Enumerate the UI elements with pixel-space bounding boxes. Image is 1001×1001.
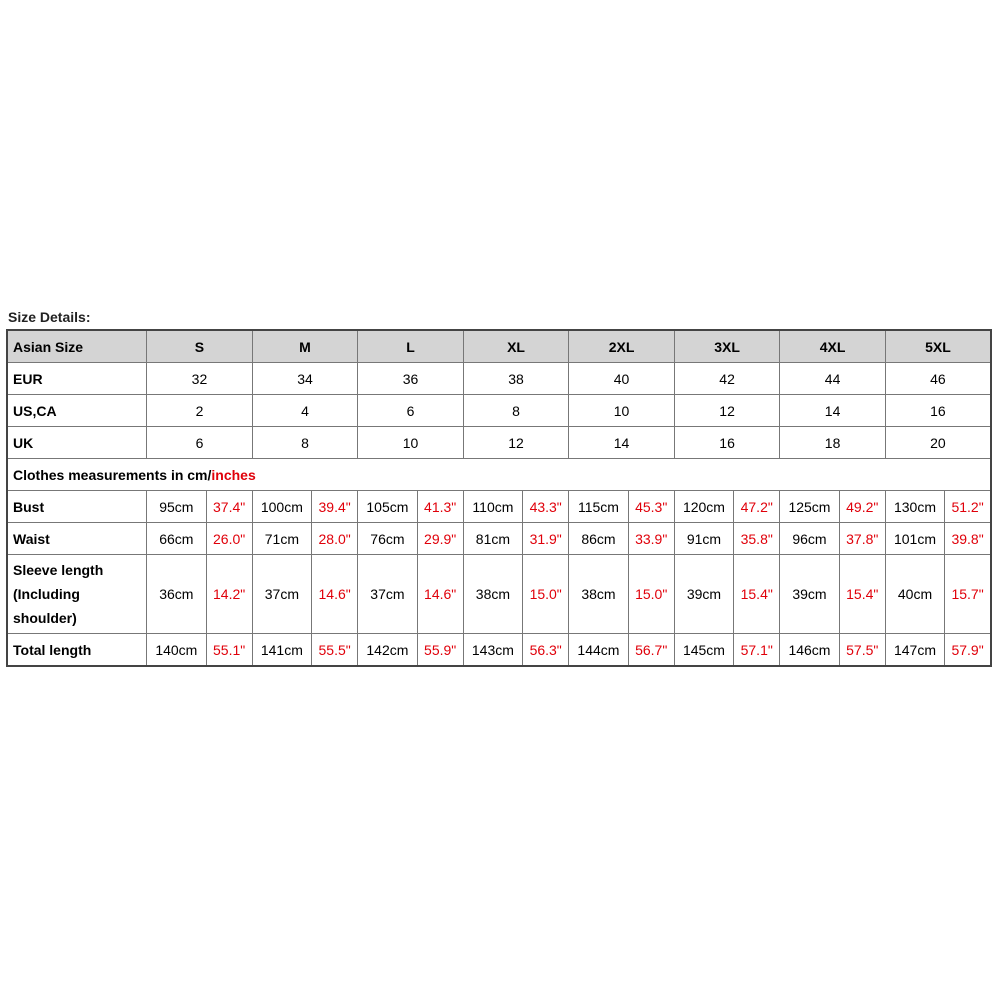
inch-cell: 51.2" [945,491,991,523]
cm-cell: 130cm [885,491,944,523]
row-label: Sleeve length (Including shoulder) [7,555,147,634]
cm-cell: 91cm [674,523,733,555]
cm-cell: 66cm [147,523,206,555]
row-label: UK [7,427,147,459]
table-cell: 14 [569,427,675,459]
sleeve-length-row [7,555,991,634]
cm-cell: 39cm [674,555,733,634]
size-header-l: L [358,330,464,363]
inch-cell: 15.7" [945,555,991,634]
cm-cell: 115cm [569,491,628,523]
inch-cell: 14.6" [417,555,463,634]
cm-cell: 144cm [569,634,628,667]
inch-cell: 49.2" [839,491,885,523]
inch-cell: 15.0" [523,555,569,634]
table-cell: 6 [358,395,464,427]
inch-cell: 55.1" [206,634,252,667]
cm-cell: 81cm [463,523,522,555]
inch-cell: 39.4" [312,491,358,523]
inch-cell: 37.4" [206,491,252,523]
table-cell: 16 [674,427,780,459]
cm-cell: 143cm [463,634,522,667]
inch-cell: 14.2" [206,555,252,634]
size-header-s: S [147,330,253,363]
size-header-4xl: 4XL [780,330,886,363]
inch-cell: 35.8" [734,523,780,555]
cm-cell: 36cm [147,555,206,634]
cm-cell: 125cm [780,491,839,523]
table-cell: 8 [463,395,569,427]
table-cell: 16 [885,395,991,427]
inch-cell: 57.9" [945,634,991,667]
cm-cell: 110cm [463,491,522,523]
size-header-2xl: 2XL [569,330,675,363]
inch-cell: 33.9" [628,523,674,555]
inch-cell: 14.6" [312,555,358,634]
header-row [7,330,991,363]
inch-cell: 55.5" [312,634,358,667]
table-cell: 40 [569,363,675,395]
inch-cell: 15.4" [734,555,780,634]
total-length-row [7,634,991,667]
cm-cell: 95cm [147,491,206,523]
cm-cell: 71cm [252,523,311,555]
table-cell: 12 [463,427,569,459]
inch-cell: 56.7" [628,634,674,667]
inch-cell: 37.8" [839,523,885,555]
size-chart-table [6,329,992,667]
table-cell: 18 [780,427,886,459]
table-cell: 6 [147,427,253,459]
cm-cell: 147cm [885,634,944,667]
cm-cell: 86cm [569,523,628,555]
row-label: Waist [7,523,147,555]
table-cell: 32 [147,363,253,395]
cm-cell: 38cm [463,555,522,634]
table-cell: 8 [252,427,358,459]
size-header-3xl: 3XL [674,330,780,363]
table-cell: 4 [252,395,358,427]
row-label: Bust [7,491,147,523]
table-cell: 42 [674,363,780,395]
table-cell: 10 [569,395,675,427]
inch-cell: 29.9" [417,523,463,555]
inch-cell: 39.8" [945,523,991,555]
eur-row [7,363,991,395]
bust-row [7,491,991,523]
size-header-m: M [252,330,358,363]
inch-cell: 45.3" [628,491,674,523]
table-cell: 2 [147,395,253,427]
inch-cell: 15.4" [839,555,885,634]
size-header-5xl: 5XL [885,330,991,363]
asian-size-label: Asian Size [7,330,147,363]
cm-cell: 37cm [252,555,311,634]
waist-row [7,523,991,555]
cm-cell: 146cm [780,634,839,667]
table-cell: 46 [885,363,991,395]
measurements-section-label [7,459,991,491]
cm-cell: 145cm [674,634,733,667]
inch-cell: 47.2" [734,491,780,523]
uk-row [7,427,991,459]
inch-cell: 31.9" [523,523,569,555]
cm-cell: 76cm [358,523,417,555]
cm-cell: 105cm [358,491,417,523]
inch-cell: 28.0" [312,523,358,555]
row-label: Total length [7,634,147,667]
table-cell: 34 [252,363,358,395]
cm-cell: 120cm [674,491,733,523]
inch-cell: 55.9" [417,634,463,667]
inch-cell: 41.3" [417,491,463,523]
inch-cell: 57.1" [734,634,780,667]
inch-cell: 43.3" [523,491,569,523]
table-cell: 36 [358,363,464,395]
inch-cell: 26.0" [206,523,252,555]
cm-cell: 40cm [885,555,944,634]
cm-cell: 142cm [358,634,417,667]
section-label-inches: inches [211,466,256,483]
cm-cell: 100cm [252,491,311,523]
cm-cell: 39cm [780,555,839,634]
table-cell: 12 [674,395,780,427]
cm-cell: 96cm [780,523,839,555]
table-cell: 10 [358,427,464,459]
inch-cell: 57.5" [839,634,885,667]
row-label: US,CA [7,395,147,427]
row-label: EUR [7,363,147,395]
table-cell: 38 [463,363,569,395]
table-cell: 20 [885,427,991,459]
table-cell: 44 [780,363,886,395]
section-label-prefix: Clothes measurements in cm/ [13,466,212,483]
table-cell: 14 [780,395,886,427]
size-details-caption: Size Details: [8,309,91,325]
us-ca-row [7,395,991,427]
inch-cell: 15.0" [628,555,674,634]
cm-cell: 38cm [569,555,628,634]
cm-cell: 140cm [147,634,206,667]
cm-cell: 37cm [358,555,417,634]
inch-cell: 56.3" [523,634,569,667]
size-header-xl: XL [463,330,569,363]
cm-cell: 101cm [885,523,944,555]
measurements-section-row [7,459,991,491]
cm-cell: 141cm [252,634,311,667]
